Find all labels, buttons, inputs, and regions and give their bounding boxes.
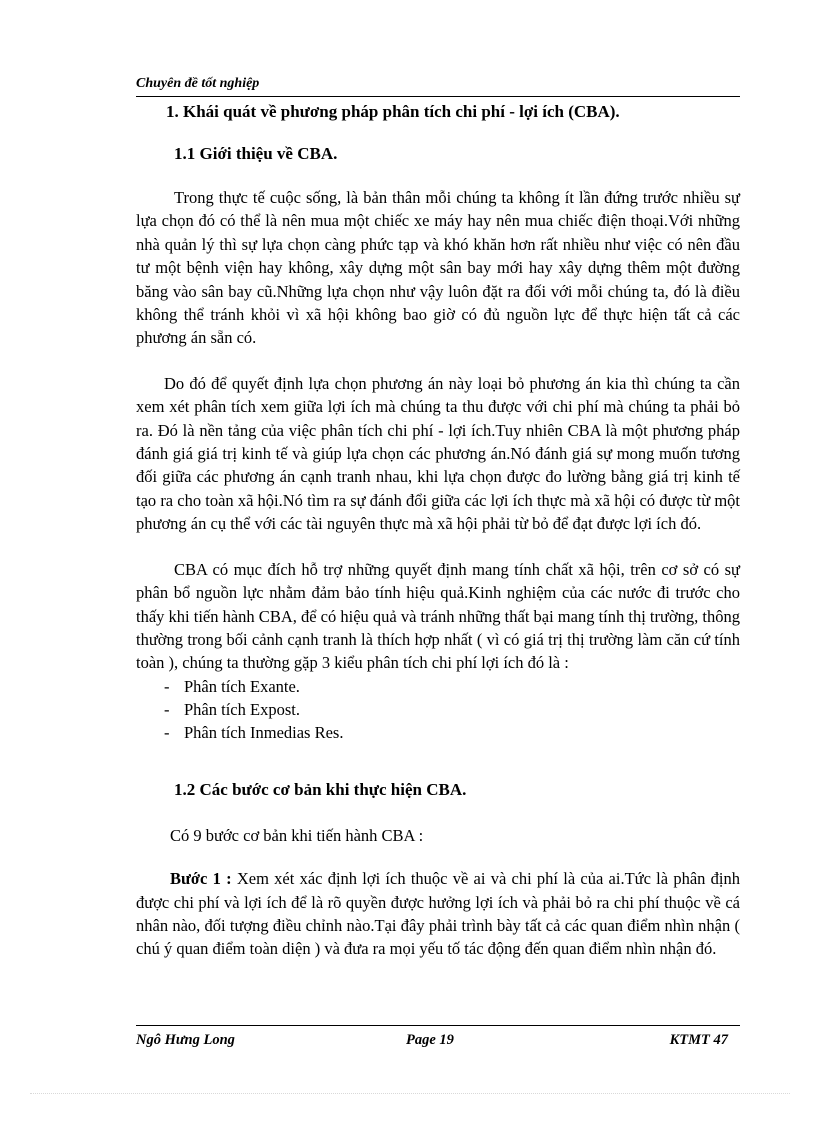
page-footer bbox=[136, 1025, 740, 1050]
steps-intro: Có 9 bước cơ bản khi tiến hành CBA : bbox=[170, 825, 424, 845]
paragraph-3: CBA có mục đích hỗ trợ những quyết định mang tính chất xã hội, trên cơ sở có sự phân bổ nguồn lực nhằm đảm bảo tính hiệu quả.Kinh nghiệm của các nước đi trước cho thấy khi tiến hành CBA, để có hiệu quả và tránh những thất bại mang tính thị trường, thông thường trong bối cảnh cạnh tranh là thích hợp nhất ( vì có giá trị thị trường làm căn cứ tính toàn ), chúng ta thường gặp 3 kiểu phân tích chi phí lợi ích đó là : bbox=[136, 559, 741, 673]
page-header bbox=[136, 76, 740, 97]
paragraph-2: Do đó để quyết định lựa chọn phương án này loại bỏ phương án kia thì chúng ta cần xem xét phân tích xem giữa lợi ích mà chúng ta thu được với chi phí mà chúng ta phải bỏ ra. Đó là nền tảng của việc phân tích chi phí - lợi ích.Tuy nhiên CBA là một phương pháp đánh giá giá trị kinh tế và giúp lựa chọn các phương án.Nó đánh giá sự mong muốn tương đối giữa các phương án cạnh tranh nhau, khi lựa chọn được đo lường bằng giá trị kinh tế tạo ra cho toàn xã hội.Nó tìm ra sự đánh đổi giữa các lợi ích thực mà xã hội có được từ một phương án cụ thể với các tài nguyên thực mà xã hội phải từ bỏ để đạt được lợi ích đó. bbox=[136, 373, 740, 534]
subsection-title-1-1: 1.1 Giới thiệu về CBA. bbox=[174, 144, 338, 163]
list-item-text: Phân tích Exante. bbox=[184, 676, 300, 696]
step-1-text: Xem xét xác định lợi ích thuộc về ai và chi phí là của ai.Tức là phân định được chi phí và lợi ích để là rõ quyền được hưởng lợi ích và phải bỏ ra chi phí thuộc về cá nhân nào, đối tượng điều chỉnh nào.Tại đây phải trình bày tất cả các quan điểm nhìn nhận ( chú ý quan điểm toàn diện ) và đưa ra mọi yếu tố tác động đến quan điểm nhìn nhận đó. bbox=[136, 869, 740, 959]
list-item bbox=[136, 721, 740, 744]
list-item bbox=[136, 698, 740, 721]
subsection-title-1-2: 1.2 Các bước cơ bản khi thực hiện CBA. bbox=[174, 779, 467, 799]
footer-author: Ngô Hưng Long bbox=[136, 1032, 235, 1048]
list-item-text: Phân tích Expost. bbox=[184, 699, 300, 719]
step-1-paragraph bbox=[136, 867, 740, 961]
analysis-types-list bbox=[136, 675, 740, 744]
bullet-dash: - bbox=[164, 699, 170, 719]
page-content bbox=[136, 96, 740, 961]
footer-page-number: Page 19 bbox=[406, 1032, 454, 1048]
header-title: Chuyên đề tốt nghiệp bbox=[136, 76, 260, 91]
bullet-dash: - bbox=[164, 722, 170, 742]
list-item-text: Phân tích Inmedias Res. bbox=[184, 722, 344, 742]
step-1-label: Bước 1 : bbox=[170, 869, 232, 889]
paragraph-1: Trong thực tế cuộc sống, là bản thân mỗi chúng ta không ít lần đứng trước nhiều sự lựa chọn đó có thể là nên mua một chiếc xe máy hay nên mua chiếc điện thoại.Với những nhà quản lý thì sự lựa chọn càng phức tạp và khó khăn hơn rất nhiều như việc có nên đầu tư một bệnh viện hay không, xây dựng một sân bay mới hay xây dựng thêm một đường băng vào sân bay cũ.Những lựa chọn như vậy luôn đặt ra đối với mỗi chúng ta, đó là điều không thể tránh khỏi vì xã hội không bao giờ có đủ nguồn lực để thực hiện tất cả các phương án sẵn có. bbox=[136, 188, 740, 348]
list-item bbox=[136, 675, 740, 698]
page-edge-divider bbox=[30, 1093, 790, 1094]
section-title: 1. Khái quát về phương pháp phân tích chi phí - lợi ích (CBA). bbox=[166, 102, 620, 121]
bullet-dash: - bbox=[164, 676, 170, 696]
footer-class: KTMT 47 bbox=[669, 1032, 728, 1048]
